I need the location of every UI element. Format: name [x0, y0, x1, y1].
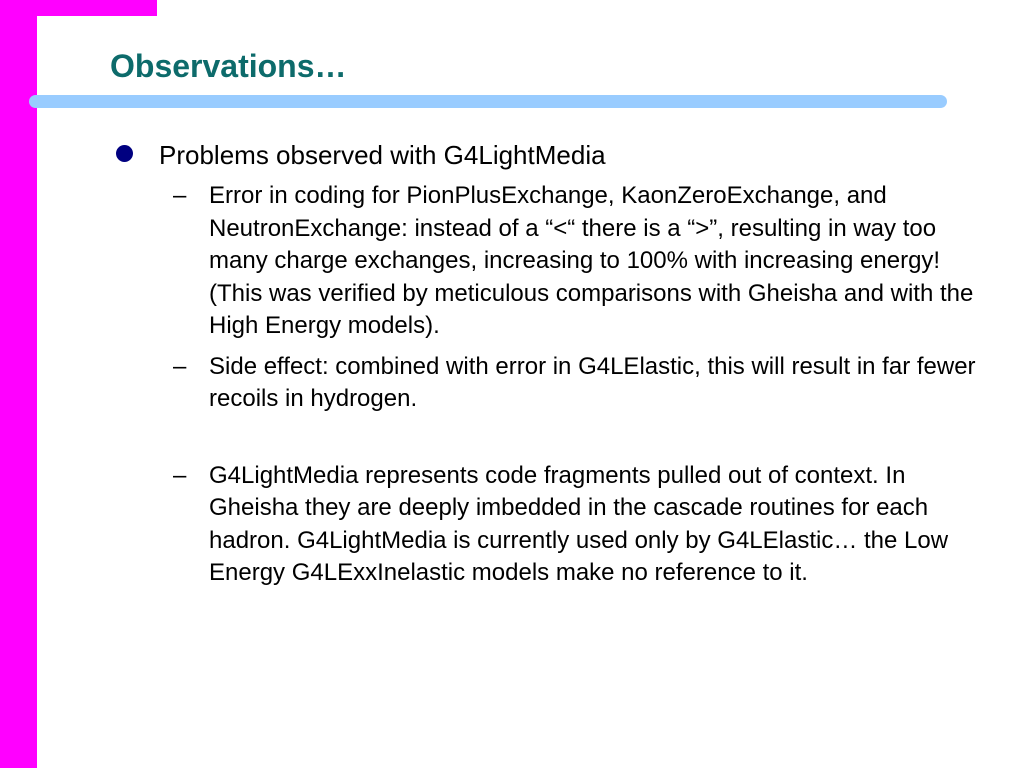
sub-bullet-code-fragments: [116, 460, 999, 590]
sub-bullet-text: Side effect: combined with error in G4LElastic, this will result in far fewer recoils in hydrogen.: [209, 352, 976, 412]
sub-bullet-list: [116, 180, 996, 590]
sub-bullet-text: Error in coding for PionPlusExchange, KaonZeroExchange, and NeutronExchange: instead of a “<“ there is a “>”, resulting in way too many charge exchanges, increasing to 100% with increasing energy! (This was verified by meticulous comparisons with Gheisha and with the High Energy models).: [209, 182, 974, 339]
top-accent-tab: [0, 0, 157, 16]
slide-title: Observations…: [110, 48, 347, 84]
slide-body: [116, 139, 996, 598]
dash-marker: –: [173, 461, 187, 489]
title-underline-rule: [29, 95, 947, 108]
bullet-problems-observed: [116, 139, 996, 171]
sub-bullet-text: G4LightMedia represents code fragments pulled out of context. In Gheisha they are deeply imbedded in the cascade routines for each hadron. G4LightMedia is currently used only by G4LElastic… the Low Energy G4LExxInelastic models make no reference to it.: [209, 461, 949, 586]
dash-marker: –: [173, 182, 187, 209]
bullet-text: Problems observed with G4LightMedia: [159, 140, 606, 170]
sub-bullet-side-effect: [116, 351, 999, 416]
left-accent-bar: [0, 0, 37, 768]
sub-bullet-coding-error: [116, 180, 999, 343]
dash-marker: –: [173, 352, 187, 380]
bullet-dot-icon: [116, 145, 133, 162]
title-rule-shape: [29, 95, 947, 108]
